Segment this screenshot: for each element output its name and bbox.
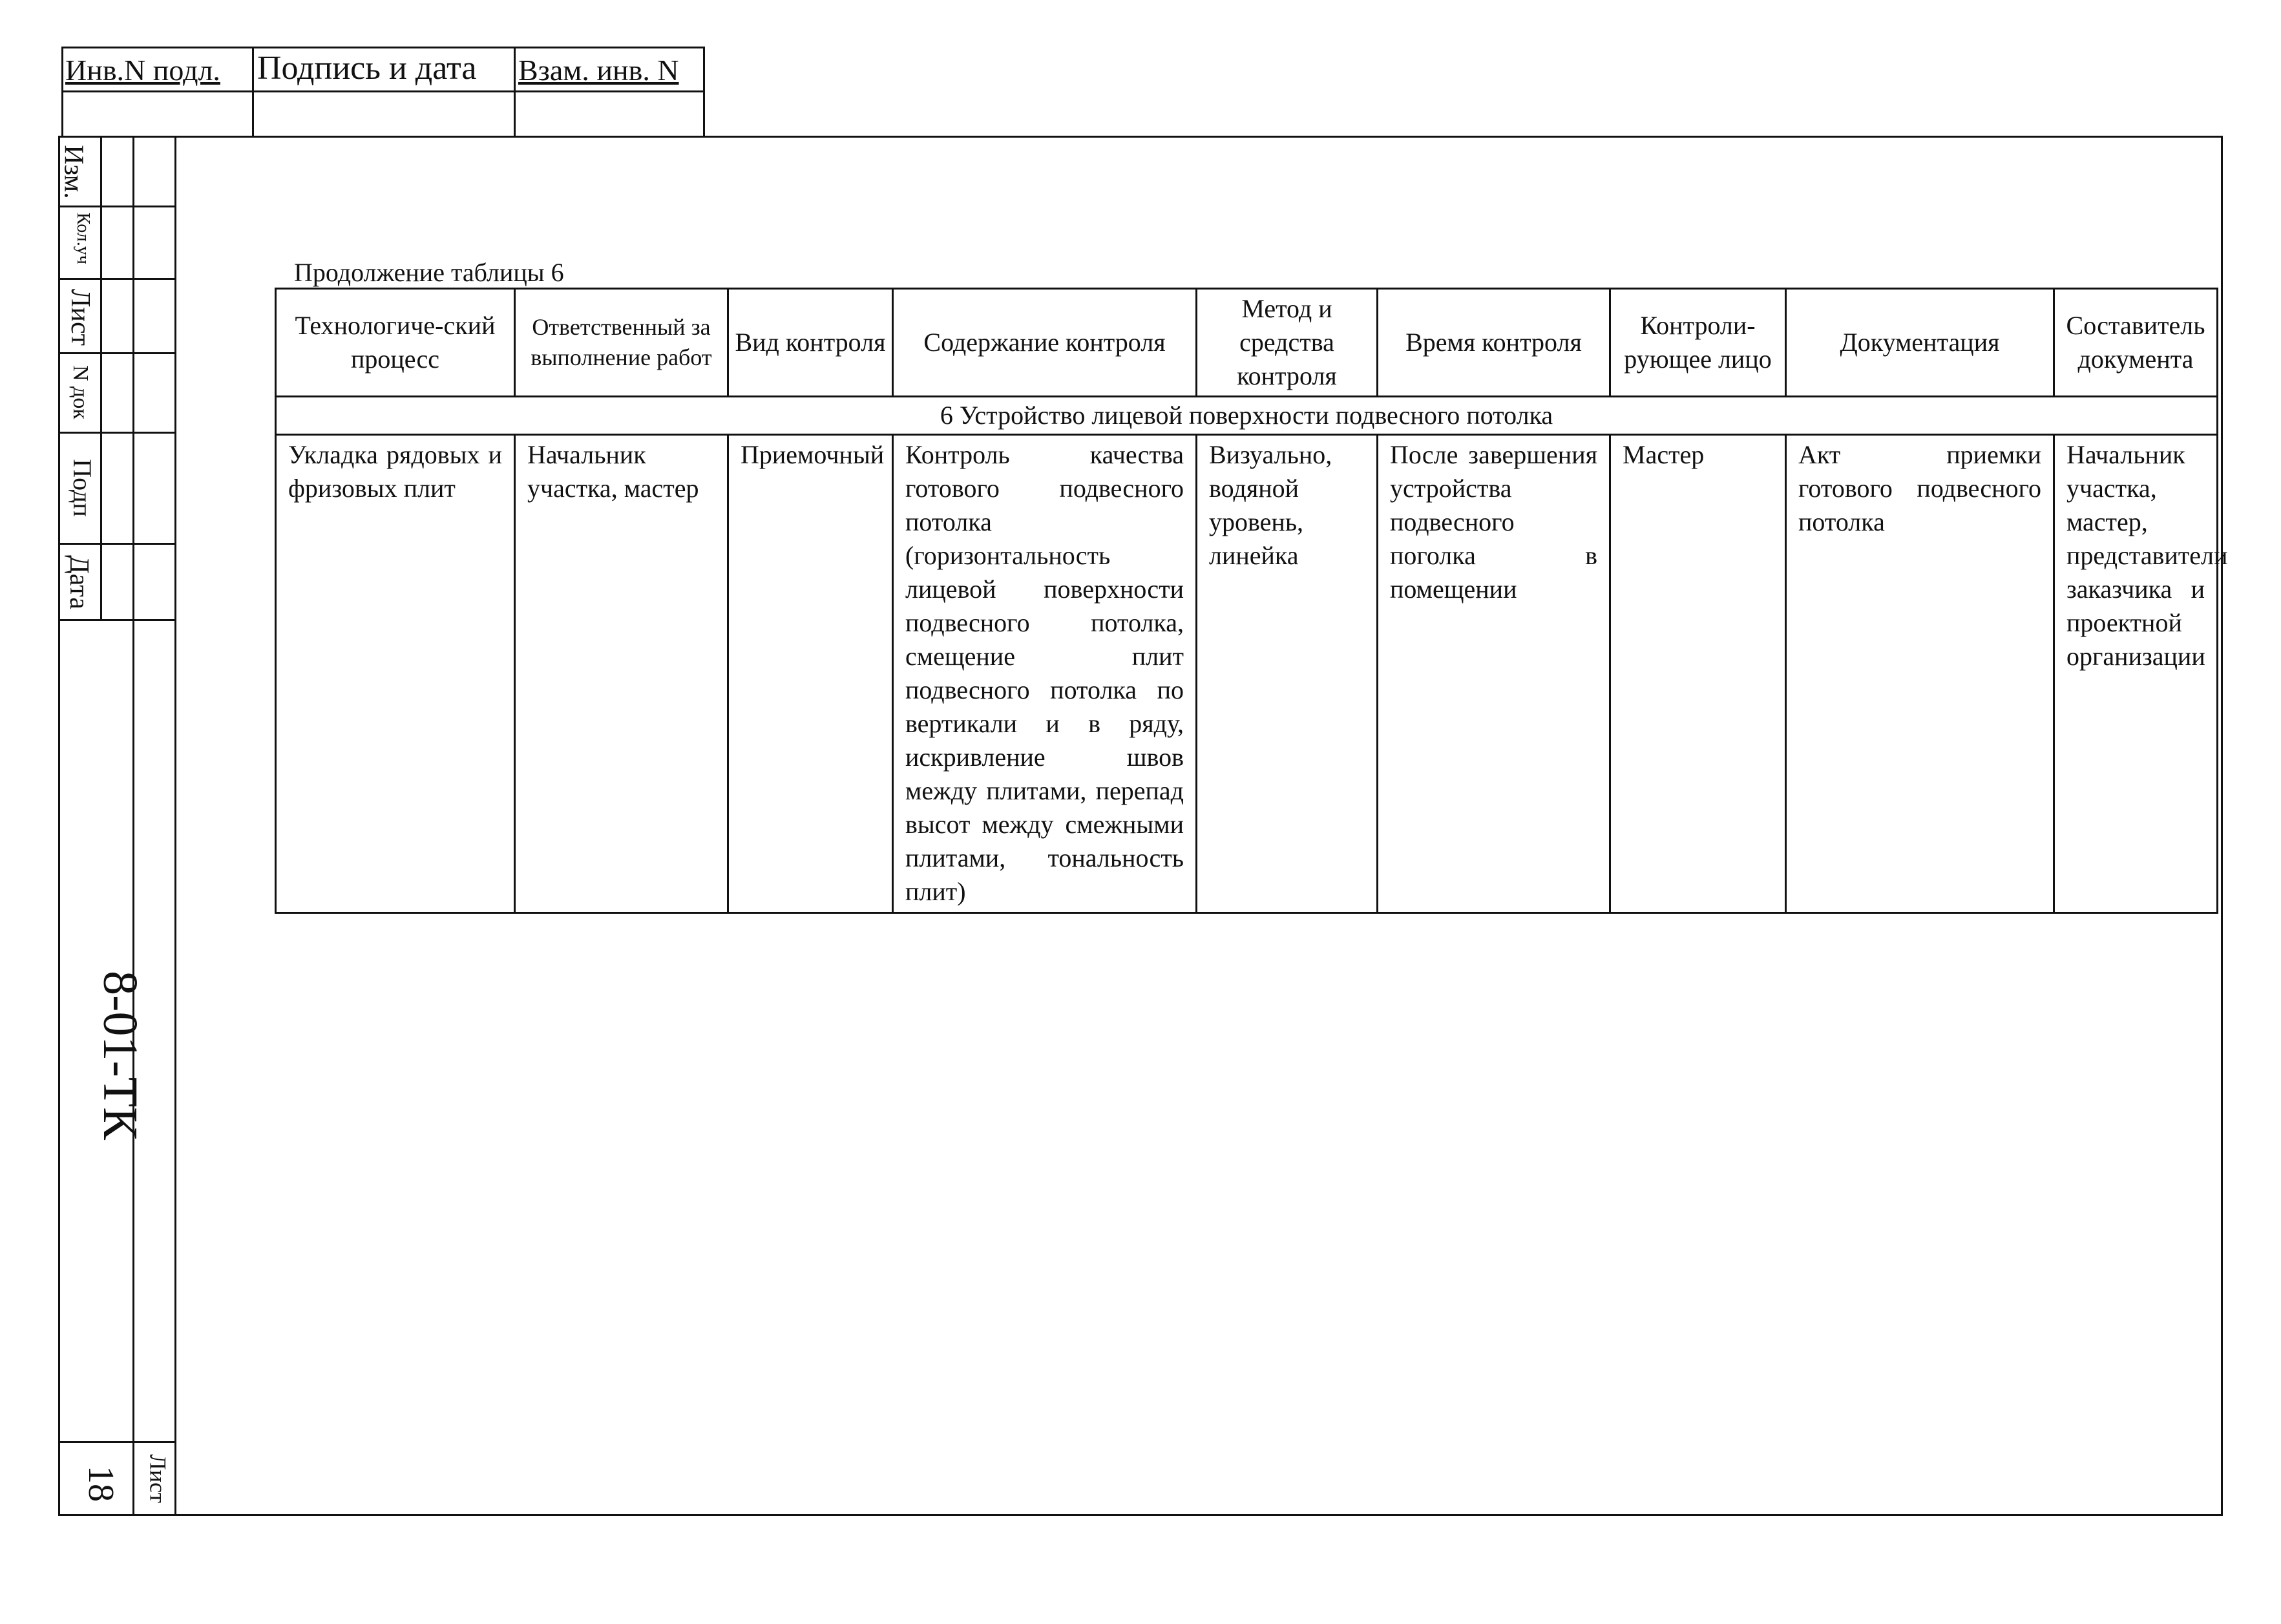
control-table — [275, 288, 2228, 914]
header-method: Метод и средства контроля — [1197, 289, 1378, 397]
cell-author: Начальник участка, мастер, представители заказчика и проектной организации — [2054, 435, 2218, 913]
table-row — [276, 435, 2218, 913]
side-kol-uch: Кол.уч — [72, 213, 93, 264]
header-control-content: Содержание контроля — [893, 289, 1197, 397]
section-title: 6 Устройство лицевой поверхности подвесного потолка — [276, 397, 2218, 435]
side-n-dok: N док — [68, 365, 92, 419]
stamp-vzam-inv: Взам. инв. N — [518, 54, 679, 87]
cell-control-content: Контроль качества готового подвесного потолка (горизонтальность лицевой поверхности подвесного потолка, смещение плит подвесного потолка по вертикали и в ряду, искривление швов между плитами, перепад высот между смежными плитами, тональность плит) — [893, 435, 1197, 913]
header-controller: Контроли-рующее лицо — [1610, 289, 1786, 397]
cell-process: Укладка рядовых и фризовых плит — [276, 435, 515, 913]
document-code: 8-01-ТК — [92, 971, 147, 1140]
side-izm: Изм. — [58, 145, 89, 199]
cell-controller: Мастер — [1610, 435, 1786, 913]
cell-responsible: Начальник участка, мастер — [515, 435, 728, 913]
sheet-number: 18 — [81, 1466, 121, 1502]
side-podp: Подп — [67, 459, 97, 517]
cell-time: После завершения устройства подвесного поголка в помещении — [1378, 435, 1610, 913]
cell-method: Визуально, водяной уровень, линейка — [1197, 435, 1378, 913]
header-author: Составитель документа — [2054, 289, 2218, 397]
header-responsible: Ответственный за выполнение работ — [515, 289, 728, 397]
cell-documentation: Акт приемки готового подвесного потолка — [1786, 435, 2054, 913]
stamp-podpis-data: Подпись и дата — [257, 50, 477, 87]
side-data: Дата — [63, 555, 94, 609]
header-time: Время контроля — [1378, 289, 1610, 397]
section-row — [276, 397, 2218, 435]
header-process: Технологиче-ский процесс — [276, 289, 515, 397]
cell-control-type: Приемочный — [728, 435, 893, 913]
header-control-type: Вид контроля — [728, 289, 893, 397]
sheet-label: Лист — [145, 1454, 171, 1503]
stamp-inv-podl: Инв.N подл. — [65, 54, 220, 87]
table-caption: Продолжение таблицы 6 — [294, 258, 564, 287]
header-row — [276, 289, 2218, 397]
side-list: Лист — [65, 289, 95, 346]
header-documentation: Документация — [1786, 289, 2054, 397]
